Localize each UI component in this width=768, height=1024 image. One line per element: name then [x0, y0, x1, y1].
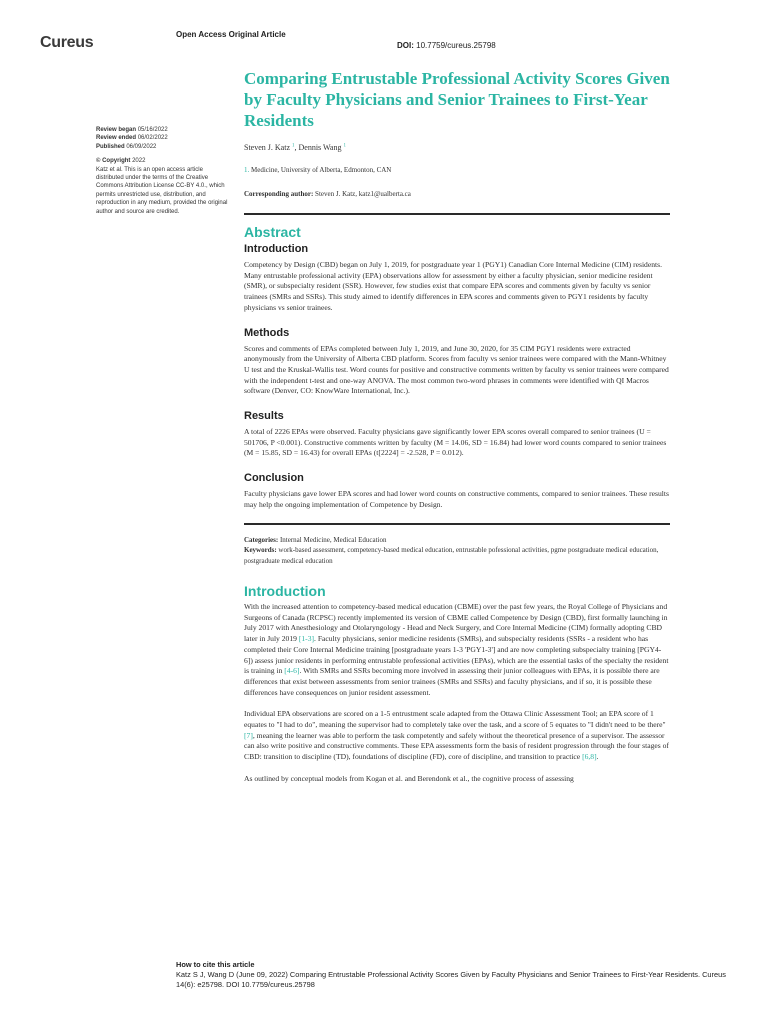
- paragraph-text: .: [596, 752, 599, 762]
- author-affiliation-ref[interactable]: 1: [292, 143, 295, 149]
- paragraph-text: With the increased attention to competency-based medical education (CBME) over the past few years, the Royal College of Physicians and Surgeons of Canada (RCPSC) recently implemented its version of CBME called Competence by Design (CBD), first formally launching in July 2017 with Anesthesiology and Otolaryngology - Head and Neck Surgery, and Core Internal Medicine (CIM) formally adopting CBD later in July 2019: [244, 602, 668, 644]
- corresponding-author: [244, 190, 670, 198]
- review-began: [96, 126, 231, 134]
- license-text: Katz et al. This is an open access article distributed under the terms of the Creative Commons Attribution License CC-BY 4.0., which permits unrestricted use, distribution, and reproduction in any medium, provided the original author and source are credited.: [96, 166, 228, 215]
- article-main: [244, 68, 670, 785]
- corresponding-contact[interactable]: Steven J. Katz, katz1@ualberta.ca: [315, 190, 411, 198]
- abstract-top-divider: [244, 213, 670, 215]
- categories-value[interactable]: Internal Medicine, Medical Education: [279, 535, 387, 544]
- review-began-date: 05/16/2022: [137, 127, 168, 133]
- doi-label: DOI:: [397, 41, 414, 50]
- how-to-cite-heading: How to cite this article: [176, 960, 255, 969]
- paragraph-text: . With SMRs and SSRs becoming more involved in assessing their junior colleagues with EPAs, it is possible there are differences that exist between assessments from senior trainees (SMRs and SSRs) and faculty physicians, and if so, it is possible these differences have consequences on junior resident assessment.: [244, 666, 660, 697]
- citation-link[interactable]: [4-6]: [284, 666, 300, 676]
- doi-line: [397, 41, 496, 50]
- article-info-sidebar: [96, 126, 231, 216]
- article-title: Comparing Entrustable Professional Activity Scores Given by Faculty Physicians and Senior Trainees to First-Year Residents: [244, 69, 670, 130]
- abstract-bottom-divider: [244, 523, 670, 525]
- citation-link[interactable]: [6,8]: [582, 752, 597, 762]
- abstract-results-heading: Results: [244, 410, 284, 423]
- introduction-paragraph: [244, 602, 670, 698]
- paragraph-text: , meaning the learner was able to perform the task competently and safely without the theoretical presence of a supervisor. The assessor can also write positive and constructive comments. These EPA assessments form the basis of resident progression through the four stages of CBD: transition to discipline (TD), foundations of discipline (FD), core of discipline, and transition to practice: [244, 730, 669, 762]
- introduction-paragraph: As outlined by conceptual models from Kogan et al. and Berendonk et al., the cognitive process of assessing: [244, 773, 574, 783]
- affiliation-text: Medicine, University of Alberta, Edmonton, CAN: [251, 166, 392, 174]
- author-name[interactable]: Dennis Wang: [298, 143, 342, 152]
- abstract-conclusion-heading: Conclusion: [244, 472, 304, 485]
- keywords-label: Keywords:: [244, 546, 277, 555]
- abstract-heading: Abstract: [244, 224, 301, 240]
- paragraph-text: Individual EPA observations are scored on a 1-5 entrustment scale adapted from the Ottawa Clinic Assessment Tool; an EPA score of 1 equates to "I had to do", meaning the supervisor had to completely take over the task, and a score of 5 equates to "I didn't need to be there": [244, 709, 666, 730]
- citation-footer: [176, 960, 736, 990]
- review-ended: [96, 134, 231, 142]
- author-list: [244, 143, 670, 152]
- abstract-introduction-heading: Introduction: [244, 243, 309, 255]
- keywords-value: work-based assessment, competency-based medical education, entrustable pofessional activities, pgme postgraduate medical education, postgraduate medical education: [244, 546, 659, 565]
- article-metadata: [244, 535, 670, 567]
- introduction-heading: Introduction: [244, 583, 326, 600]
- citation-text: Katz S J, Wang D (June 09, 2022) Comparing Entrustable Professional Activity Scores Given by Faculty Physicians and Senior Trainees to First-Year Residents. Cureus 14(6): e25798. DOI 10.7759/cureus.25798: [176, 970, 726, 989]
- copyright-year: 2022: [132, 158, 146, 165]
- published-date: 06/09/2022: [126, 143, 157, 150]
- review-ended-label: Review ended: [96, 135, 137, 142]
- abstract-methods-text: Scores and comments of EPAs completed between July 1, 2019, and June 30, 2020, for 35 CIM PGY1 residents were extracted anonymously from the University of Alberta CBD platform. Scores from faculty vs senior trainees were compared with the Mann-Whitney U test and the Kruskal-Wallis test. Word counts for positive and constructive comments written by faculty vs senior trainees were compared with the independent t-test and one-way ANOVA. The most common two-word phrases in comments were identified with QI Macros software (Denver, CO: KnowWare International, Inc.).: [244, 343, 669, 396]
- introduction-paragraph: [244, 709, 670, 763]
- review-began-label: Review began: [96, 127, 137, 133]
- keywords-line: [244, 545, 670, 566]
- abstract-results-text: A total of 2226 EPAs were observed. Faculty physicians gave significantly lower EPA scores overall compared to senior trainees (U = 501706, P <0.001). Constructive comments written by faculty (M = 14.06, SD = 16.84) had lower word counts compared to senior trainees (M = 15.85, SD = 16.43) for overall EPAs (t[2224] = -2.528, P = 0.012).: [244, 427, 667, 458]
- corresponding-label: Corresponding author:: [244, 190, 314, 198]
- affiliation-number: 1.: [244, 166, 250, 174]
- citation-link[interactable]: [1-3]: [298, 634, 315, 644]
- copyright-label: © Copyright: [96, 158, 131, 165]
- abstract-introduction-text: Competency by Design (CBD) began on July 1, 2019, for postgraduate year 1 (PGY1) Canadian Core Internal Medicine (CIM) residents. Many entrustable professional activity (EPA) observations allow for assessment by either a faculty physician, senior medicine resident (SMR), or subspecialty resident (SSR). However, few studies exist that compare EPA scores and comments given by faculty vs senior trainees (SMRs and SSRs). This study aimed to identify differences in EPA scores and comments given to PGY1 residents by faculty physicians vs senior trainees.: [244, 260, 662, 312]
- cureus-logo[interactable]: Cureus: [40, 34, 94, 51]
- categories-label: Categories:: [244, 535, 279, 544]
- review-ended-date: 06/02/2022: [137, 135, 168, 142]
- abstract-methods-heading: Methods: [244, 326, 290, 339]
- author-separator: ,: [294, 143, 299, 152]
- copyright: [96, 157, 231, 165]
- published: [96, 143, 231, 151]
- published-label: Published: [96, 143, 125, 150]
- abstract-conclusion-text: Faculty physicians gave lower EPA scores and had lower word counts on constructive comments, compared to senior trainees. These results may help the ongoing implementation of Competence by Design.: [244, 489, 669, 509]
- affiliation: [244, 166, 670, 174]
- citation-link[interactable]: [7]: [244, 730, 253, 740]
- article-type-label: Open Access Original Article: [176, 30, 286, 39]
- paragraph-text: . Faculty physicians, senior medicine residents (SMRs), and subspecialty residents (SSRs - a resident who has completed their Core Internal Medicine training [postgraduate years 1-3 'PGY1-3'] and are now completing subspecialty training [PGY4-6]) assess junior residents in performing entrustable professional activities (EPAs), which are the essential tasks of the specialty the resident is training in: [244, 634, 669, 676]
- author-affiliation-ref[interactable]: 1: [343, 143, 346, 149]
- categories-line: [244, 535, 670, 546]
- author-name[interactable]: Steven J. Katz: [244, 143, 290, 152]
- doi-link[interactable]: 10.7759/cureus.25798: [416, 41, 496, 50]
